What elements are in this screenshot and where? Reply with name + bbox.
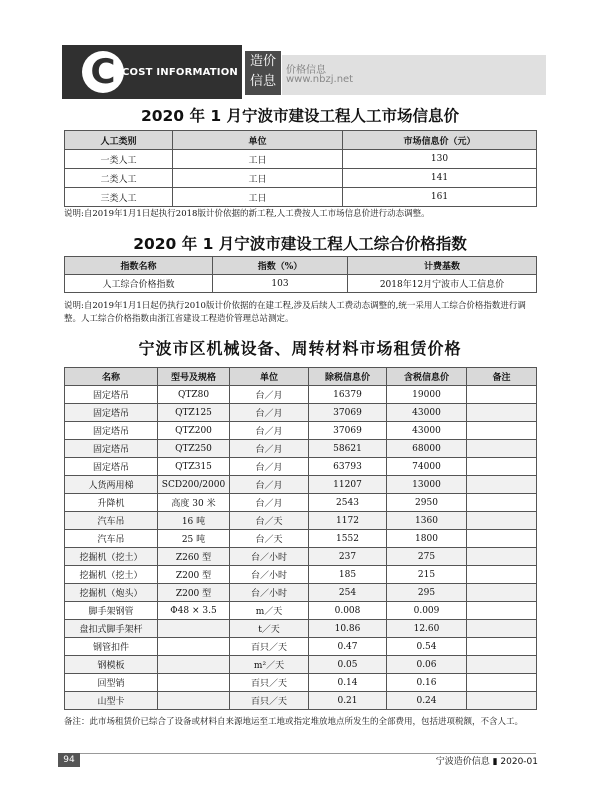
table-cell: 68000 (387, 440, 467, 458)
table-cell (467, 692, 537, 710)
table-cell: 74000 (387, 458, 467, 476)
table-cell: 103 (213, 275, 348, 293)
table-cell: 63793 (309, 458, 387, 476)
table-cell: 台／月 (230, 440, 309, 458)
table-cell: 0.06 (387, 656, 467, 674)
table-cell: 2018年12月宁波市人工信息价 (348, 275, 537, 293)
table-cell (158, 656, 230, 674)
table-cell: 0.14 (309, 674, 387, 692)
table-cell: Φ48 × 3.5 (158, 602, 230, 620)
table-cell: 0.05 (309, 656, 387, 674)
table-cell (467, 602, 537, 620)
column-header: 市场信息价（元） (343, 131, 537, 150)
table-cell: 161 (343, 188, 537, 207)
table-cell: 百只／天 (230, 638, 309, 656)
table-cell: 37069 (309, 404, 387, 422)
table-cell: 固定塔吊 (65, 440, 158, 458)
table-cell: Z260 型 (158, 548, 230, 566)
table-cell: 0.54 (387, 638, 467, 656)
table-cell (467, 440, 537, 458)
table-cell: 固定塔吊 (65, 422, 158, 440)
table-body (65, 386, 537, 710)
table-cell: 百只／天 (230, 692, 309, 710)
table-cell: 141 (343, 169, 537, 188)
labor-index-title: 2020 年 1 月宁波市建设工程人工综合价格指数 (133, 235, 467, 253)
table-cell: 汽车吊 (65, 512, 158, 530)
table-cell: m²／天 (230, 656, 309, 674)
table-row (65, 530, 537, 548)
table-row (65, 169, 537, 188)
table-row (65, 476, 537, 494)
column-header: 单位 (173, 131, 343, 150)
column-header: 指数（%） (213, 257, 348, 275)
table-cell (467, 584, 537, 602)
table-cell: 钢模板 (65, 656, 158, 674)
publication-label: 宁波造价信息 ▮ 2020-01 (435, 757, 538, 767)
table-cell: 215 (387, 566, 467, 584)
table-cell: t／天 (230, 620, 309, 638)
table-row (65, 548, 537, 566)
table-cell (158, 692, 230, 710)
column-header: 备注 (467, 368, 537, 386)
table-cell: Z200 型 (158, 566, 230, 584)
table-cell (467, 494, 537, 512)
brand-english: COST INFORMATION (122, 67, 238, 78)
table-row (65, 602, 537, 620)
table-cell (467, 422, 537, 440)
table-cell: 台／月 (230, 386, 309, 404)
table-cell: 挖掘机（挖土） (65, 548, 158, 566)
rental-note: 备注：此市场租赁价已综合了设备或材料自来源地运至工地或指定堆放地点所发生的全部费用，包括进项税额，不含人工。 (64, 717, 524, 727)
page-number: 94 (58, 753, 80, 767)
table-cell: 275 (387, 548, 467, 566)
table-cell (467, 548, 537, 566)
table-cell: 237 (309, 548, 387, 566)
table-cell: 钢管扣件 (65, 638, 158, 656)
table-row (65, 638, 537, 656)
labor-index-note: 说明:自2019年1月1日起仍执行2010版计价依据的在建工程,涉及后续人工费动态调整的,统一采用人工综合价格指数进行调整。人工综合价格指数由浙江省建设工程造价管理总站测定。 (64, 301, 526, 324)
table-cell (158, 638, 230, 656)
table-row (65, 404, 537, 422)
table-cell: 挖掘机（挖土） (65, 566, 158, 584)
rental-table (64, 367, 537, 710)
column-header: 人工类别 (65, 131, 173, 150)
table-cell (467, 530, 537, 548)
table-cell (467, 566, 537, 584)
table-row (65, 150, 537, 169)
table-row (65, 620, 537, 638)
table-cell: 1800 (387, 530, 467, 548)
table-cell: 人工综合价格指数 (65, 275, 213, 293)
table-cell (467, 386, 537, 404)
table-cell: 台／天 (230, 512, 309, 530)
table-cell: QTZ125 (158, 404, 230, 422)
table-cell: 一类人工 (65, 150, 173, 169)
table-cell (467, 458, 537, 476)
table-cell: 2543 (309, 494, 387, 512)
table-cell: 0.21 (309, 692, 387, 710)
table-cell (467, 620, 537, 638)
table-cell: 16379 (309, 386, 387, 404)
table-cell: 高度 30 米 (158, 494, 230, 512)
table-cell: 0.24 (387, 692, 467, 710)
table-cell: 台／月 (230, 476, 309, 494)
rental-title: 宁波市区机械设备、周转材料市场租赁价格 (138, 339, 462, 358)
logo-c-icon: C (90, 52, 116, 92)
table-cell: 人货两用梯 (65, 476, 158, 494)
table-cell: m／天 (230, 602, 309, 620)
table-cell: 固定塔吊 (65, 458, 158, 476)
labor-market-note: 说明:自2019年1月1日起执行2018版计价依据的新工程,人工费按人工市场信息价进行动态调整。 (64, 209, 430, 219)
table-cell: 13000 (387, 476, 467, 494)
table-cell: 2950 (387, 494, 467, 512)
table-row (65, 458, 537, 476)
table-cell: 工日 (173, 150, 343, 169)
table-cell: 10.86 (309, 620, 387, 638)
table-cell: 12.60 (387, 620, 467, 638)
table-row (65, 512, 537, 530)
table-cell: 43000 (387, 404, 467, 422)
table-cell (158, 620, 230, 638)
table-cell: 1172 (309, 512, 387, 530)
brand-chinese: 造价信息 (249, 54, 276, 89)
table-cell: 工日 (173, 169, 343, 188)
table-cell: 16 吨 (158, 512, 230, 530)
table-row (65, 422, 537, 440)
table-cell: 43000 (387, 422, 467, 440)
table-row (65, 188, 537, 207)
table-cell: SCD200/2000 (158, 476, 230, 494)
table-cell: 汽车吊 (65, 530, 158, 548)
column-header: 名称 (65, 368, 158, 386)
table-row (65, 440, 537, 458)
table-cell: 1360 (387, 512, 467, 530)
table-cell: 台／月 (230, 404, 309, 422)
table-cell: 58621 (309, 440, 387, 458)
table-cell: 295 (387, 584, 467, 602)
table-cell: 0.47 (309, 638, 387, 656)
table-cell: QTZ250 (158, 440, 230, 458)
table-cell: 台／月 (230, 458, 309, 476)
table-cell: 19000 (387, 386, 467, 404)
table-row (65, 386, 537, 404)
column-header: 计费基数 (348, 257, 537, 275)
table-cell: 二类人工 (65, 169, 173, 188)
table-cell: 工日 (173, 188, 343, 207)
column-header: 含税信息价 (387, 368, 467, 386)
table-cell: Z200 型 (158, 584, 230, 602)
table-cell: 37069 (309, 422, 387, 440)
column-header: 单位 (230, 368, 309, 386)
table-cell: 百只／天 (230, 674, 309, 692)
table-cell: 130 (343, 150, 537, 169)
table-cell: 回型销 (65, 674, 158, 692)
table-row (65, 584, 537, 602)
table-header-row (65, 368, 537, 386)
column-header: 除税信息价 (309, 368, 387, 386)
table-cell (467, 656, 537, 674)
table-cell: 台／小时 (230, 584, 309, 602)
table-cell: 山型卡 (65, 692, 158, 710)
table-cell: 0.16 (387, 674, 467, 692)
table-cell: 185 (309, 566, 387, 584)
table-cell: 台／月 (230, 422, 309, 440)
table-cell (467, 512, 537, 530)
table-cell: 台／天 (230, 530, 309, 548)
table-body (65, 150, 537, 207)
column-header: 型号及规格 (158, 368, 230, 386)
table-cell: 254 (309, 584, 387, 602)
column-header: 指数名称 (65, 257, 213, 275)
table-cell (158, 674, 230, 692)
table-cell: 0.009 (387, 602, 467, 620)
table-row (65, 692, 537, 710)
labor-index-table (64, 256, 537, 293)
table-cell: 盘扣式脚手架杆 (65, 620, 158, 638)
table-cell: 三类人工 (65, 188, 173, 207)
table-header-row (65, 257, 537, 275)
table-row (65, 566, 537, 584)
table-row (65, 674, 537, 692)
table-cell: 25 吨 (158, 530, 230, 548)
table-cell (467, 638, 537, 656)
table-cell: 固定塔吊 (65, 404, 158, 422)
table-cell: 台／小时 (230, 566, 309, 584)
table-cell: 11207 (309, 476, 387, 494)
table-cell (467, 674, 537, 692)
table-row (65, 275, 537, 293)
table-cell: QTZ200 (158, 422, 230, 440)
table-cell: 固定塔吊 (65, 386, 158, 404)
table-cell: 挖掘机（炮头） (65, 584, 158, 602)
table-cell: 升降机 (65, 494, 158, 512)
table-cell: 1552 (309, 530, 387, 548)
labor-market-table (64, 130, 537, 207)
labor-market-title: 2020 年 1 月宁波市建设工程人工市场信息价 (140, 107, 460, 125)
table-cell: 0.008 (309, 602, 387, 620)
table-cell: 台／月 (230, 494, 309, 512)
brand-url: www.nbzj.net (286, 74, 354, 85)
header-banner (62, 45, 546, 99)
table-cell: QTZ315 (158, 458, 230, 476)
table-row (65, 494, 537, 512)
table-header-row (65, 131, 537, 150)
table-cell (467, 476, 537, 494)
brand-subtitle: 价格信息 (286, 65, 326, 76)
table-cell: 台／小时 (230, 548, 309, 566)
table-cell (467, 404, 537, 422)
table-body (65, 275, 537, 293)
table-row (65, 656, 537, 674)
table-cell: 脚手架钢管 (65, 602, 158, 620)
table-cell: QTZ80 (158, 386, 230, 404)
